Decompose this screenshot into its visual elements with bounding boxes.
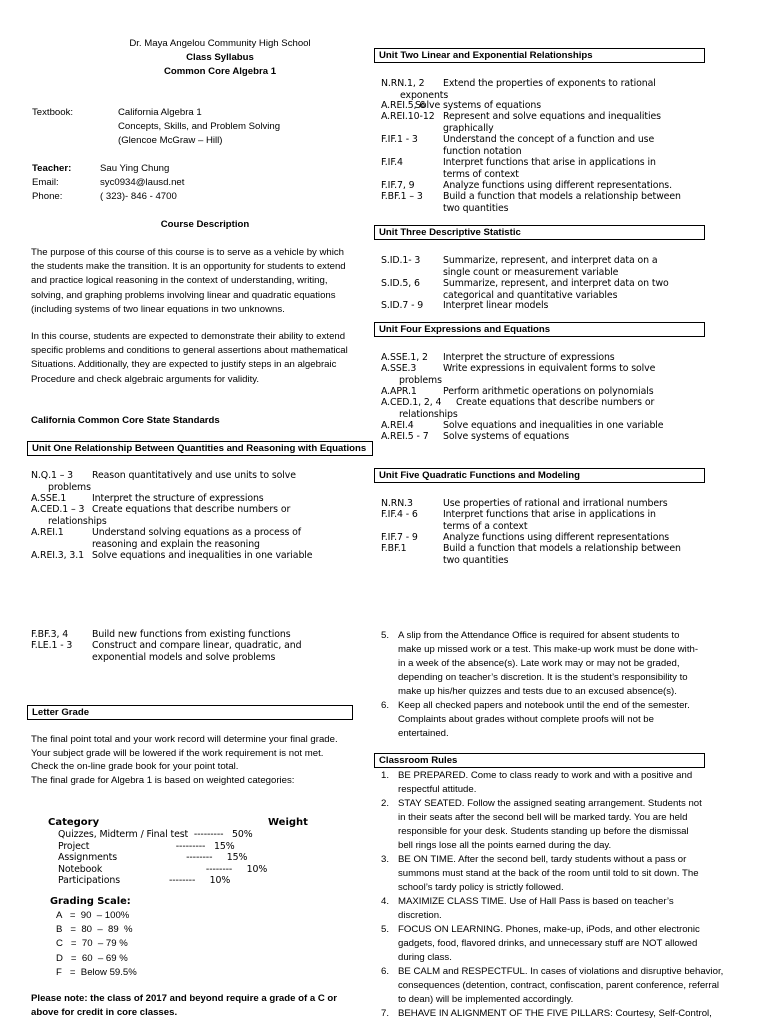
standard-code: S.ID.1- 3 xyxy=(381,255,421,266)
standard-desc: Summarize, represent, and interpret data on two xyxy=(443,278,669,289)
rule-line: to dean) will be implemented accordingly. xyxy=(398,994,574,1005)
intro-line: Your subject grade will be lowered if the work requirement is not met. xyxy=(31,747,324,759)
policy-line: Keep all checked papers and notebook until the end of the semester. xyxy=(398,700,690,711)
standard-desc: Construct and compare linear, quadratic, and xyxy=(92,640,302,651)
standard-item xyxy=(381,431,570,443)
standard-desc: Build a function that models a relationship between xyxy=(443,191,681,202)
standard-item xyxy=(381,498,668,510)
desc-line: (including systems of two linear equations in two unknowns. xyxy=(31,303,285,315)
standard-desc: Write expressions in equivalent forms to solve xyxy=(443,363,656,374)
teacher-label: Teacher: xyxy=(32,163,72,174)
category-row: Quizzes, Midterm / Final test --------- 50% xyxy=(58,829,253,840)
standard-desc: Interpret linear models xyxy=(443,300,549,311)
rule-line: BEHAVE IN ALIGNMENT OF THE FIVE PILLARS: Courtesy, Self-Control, xyxy=(398,1008,712,1019)
rule-line: school’s tardy policy is strictly followed. xyxy=(398,882,564,893)
weight-header: Weight xyxy=(268,817,308,828)
standard-code: A.SSE.1, 2 xyxy=(381,352,428,363)
standard-item xyxy=(381,509,656,532)
standard-code: F.IF.4 xyxy=(381,157,403,168)
policy-item xyxy=(381,699,761,743)
grading-scale-heading: Grading Scale: xyxy=(50,896,131,907)
grade-row: C = 70 – 79 % xyxy=(56,938,128,950)
intro-line: Check the on-line grade book for your point total. xyxy=(31,761,239,773)
category-row: Notebook -------- 10% xyxy=(58,863,268,875)
standard-code: A.CED.1 – 3 xyxy=(31,504,85,515)
rule-line: BE ON TIME. After the second bell, tardy students without a pass or xyxy=(398,854,687,865)
category-header: Category xyxy=(48,817,100,828)
standard-item xyxy=(31,527,302,550)
unit-five-title: Unit Five Quadratic Functions and Modeling xyxy=(374,468,705,483)
letter-grade-title: Letter Grade xyxy=(27,705,353,720)
rule-item xyxy=(381,797,761,855)
standard-desc: Create equations that describe numbers or xyxy=(92,504,291,515)
standard-code: F.BF.1 – 3 xyxy=(381,191,423,202)
unit-two-title: Unit Two Linear and Exponential Relationships xyxy=(374,48,705,63)
grade-row: B = 80 – 89 % xyxy=(56,924,133,936)
desc-line: The purpose of this course of this course is to serve as a vehicle by which xyxy=(31,247,345,258)
rule-number: 2. xyxy=(381,798,390,809)
standard-desc: Represent and solve equations and inequalities xyxy=(443,111,661,122)
standard-cont: two quantities xyxy=(443,554,509,566)
standard-desc: Interpret functions that arise in applications in xyxy=(443,509,656,520)
rule-line: summons must stand at the back of the room until told to sit down. The xyxy=(398,868,699,879)
email-label: Email: xyxy=(32,177,59,188)
policy-item xyxy=(381,629,761,701)
policy-line: entertained. xyxy=(398,728,449,739)
desc-line: specific problems and conditions to general assertions about mathematical xyxy=(31,345,348,357)
standard-item xyxy=(31,470,296,493)
desc-line: In this course, students are expected to demonstrate their ability to extend xyxy=(31,331,346,342)
standard-code: A.SSE.3 xyxy=(381,363,417,374)
standard-desc: Solve equations and inequalities in one variable xyxy=(92,550,313,561)
grade-row: F = Below 59.5% xyxy=(56,966,137,978)
standard-item xyxy=(381,363,656,386)
standard-item xyxy=(381,278,669,301)
intro-line: The final point total and your work record will determine your final grade. xyxy=(31,734,338,745)
standard-code: N.RN.1, 2 xyxy=(381,78,425,89)
course-name: Common Core Algebra 1 xyxy=(163,66,277,77)
standard-cont: relationships xyxy=(399,408,458,420)
desc-line: solving, and graphing problems involving linear and quadratic equations xyxy=(31,289,336,301)
standard-item xyxy=(381,386,654,398)
rule-number: 3. xyxy=(381,854,390,865)
standard-desc: Interpret the structure of expressions xyxy=(443,352,615,363)
course-description-p1 xyxy=(31,246,346,317)
textbook-line-3: (Glencoe McGraw – Hill) xyxy=(118,135,223,146)
classroom-rules-title: Classroom Rules xyxy=(374,753,705,768)
standard-desc: Analyze functions using different representations. xyxy=(443,180,672,191)
policy-line: Complaints about grades without complete proofs will not be xyxy=(398,714,654,725)
standard-code: F.IF.1 - 3 xyxy=(381,134,418,145)
standard-desc: Solve equations and inequalities in one variable xyxy=(443,420,664,431)
standard-desc: Interpret functions that arise in applications in xyxy=(443,157,656,168)
letter-grade-intro xyxy=(31,733,338,787)
textbook-line-1: California Algebra 1 xyxy=(118,107,202,118)
standard-item xyxy=(381,100,542,112)
standard-code: A.REI.10-12 xyxy=(381,111,435,122)
standard-item xyxy=(381,180,672,192)
standard-desc: Solve systems of equations xyxy=(415,100,542,111)
course-description-p2 xyxy=(31,330,348,387)
standard-desc: Solve systems of equations xyxy=(443,431,570,442)
standard-cont: terms of context xyxy=(443,168,519,180)
category-row: Assignments -------- 15% xyxy=(58,852,248,864)
rule-line: bell rings lose all the points earned during the day. xyxy=(398,840,612,851)
policy-line: depending on teacher’s discretion. It is the student’s responsibility to xyxy=(398,672,688,683)
standard-cont: categorical and quantitative variables xyxy=(443,289,618,301)
rule-line: responsible for your desk. Students standing up before the dismissal xyxy=(398,826,689,837)
rule-item xyxy=(381,1007,761,1023)
school-name: Dr. Maya Angelou Community High School xyxy=(129,38,311,49)
policy-line: make up missed work or a test. This make-up work must be done with- xyxy=(398,644,699,655)
rule-line: STAY SEATED. Follow the assigned seating arrangement. Students not xyxy=(398,798,702,809)
standard-desc: Use properties of rational and irrational numbers xyxy=(443,498,668,509)
rule-item xyxy=(381,895,761,925)
standard-code: A.REI.1 xyxy=(31,527,64,538)
rule-item xyxy=(381,965,761,1009)
standard-item xyxy=(381,300,549,312)
rule-line: discretion. xyxy=(398,910,442,921)
policy-line: in a week of the absence(s). Late work may or may not be graded, xyxy=(398,658,680,669)
rule-line: FOCUS ON LEARNING. Phones, make-up, iPods, and other electronic xyxy=(398,924,700,935)
rule-number: 6. xyxy=(381,966,390,977)
standard-code: N.Q.1 – 3 xyxy=(31,470,74,481)
standard-item xyxy=(381,352,615,364)
rule-line: respectful attitude. xyxy=(398,784,477,795)
standard-code: S.ID.7 - 9 xyxy=(381,300,424,311)
standard-item xyxy=(31,550,313,562)
grade-row: D = 60 – 69 % xyxy=(56,952,128,964)
standard-item xyxy=(381,532,670,544)
rule-number: 5. xyxy=(381,924,390,935)
standard-item xyxy=(381,420,664,432)
standard-cont: graphically xyxy=(443,122,494,134)
standard-item xyxy=(381,191,681,214)
category-row: Participations -------- 10% xyxy=(58,875,231,887)
standard-code: S.ID.5, 6 xyxy=(381,278,420,289)
unit-one-title: Unit One Relationship Between Quantities and Reasoning with Equations xyxy=(27,441,373,456)
standard-code: F.BF.1 xyxy=(381,543,407,554)
rule-line: consequences (detention, contract, confiscation, parent conference, referral xyxy=(398,980,720,991)
policy-number: 5. xyxy=(381,630,390,641)
standard-cont: terms of a context xyxy=(443,520,528,532)
standard-code: A.CED.1, 2, 4 xyxy=(381,397,442,408)
rule-item xyxy=(381,853,761,897)
standard-desc: Reason quantitatively and use units to solve xyxy=(92,470,296,481)
standard-cont: two quantities xyxy=(443,202,509,214)
standard-desc: Extend the properties of exponents to rational xyxy=(443,78,656,89)
standard-code: F.LE.1 - 3 xyxy=(31,640,73,651)
standard-code: A.REI.4 xyxy=(381,420,414,431)
standard-code: A.REI.5 - 7 xyxy=(381,431,429,442)
credit-note xyxy=(31,992,337,1020)
standard-code: F.IF.7, 9 xyxy=(381,180,415,191)
textbook-line-2: Concepts, Skills, and Problem Solving xyxy=(118,121,281,132)
rule-item xyxy=(381,769,761,799)
standard-code: F.IF.7 - 9 xyxy=(381,532,418,543)
unit-three-title: Unit Three Descriptive Statistic xyxy=(374,225,705,240)
standard-cont: exponents xyxy=(400,89,449,101)
standard-item xyxy=(381,397,655,420)
standard-item xyxy=(31,493,264,505)
email-value: syc0934@lausd.net xyxy=(100,177,185,188)
standard-code: A.REI.3, 3.1 xyxy=(31,550,85,561)
doc-title: Class Syllabus xyxy=(186,52,254,63)
standard-code: A.REI.5, 6 xyxy=(381,100,426,111)
note-line: Please note: the class of 2017 and beyond require a grade of a C or xyxy=(31,993,338,1004)
policy-line: A slip from the Attendance Office is required for absent students to xyxy=(398,630,680,641)
standard-desc: Perform arithmetic operations on polynomials xyxy=(443,386,654,397)
standard-item xyxy=(381,157,656,180)
standard-code: A.SSE.1 xyxy=(31,493,67,504)
rule-line: during class. xyxy=(398,952,452,963)
standard-desc: Interpret the structure of expressions xyxy=(92,493,264,504)
standard-item xyxy=(31,504,291,527)
rule-line: BE PREPARED. Come to class ready to work and with a positive and xyxy=(398,770,693,781)
textbook-label: Textbook: xyxy=(32,107,74,118)
standard-item xyxy=(381,78,656,101)
rule-line: MAXIMIZE CLASS TIME. Use of Hall Pass is based on teacher’s xyxy=(398,896,674,907)
standard-desc: Build new functions from existing functions xyxy=(92,629,291,640)
intro-line: The final grade for Algebra 1 is based on weighted categories: xyxy=(31,774,295,786)
desc-line: and practice logical reasoning in the context of understanding, writing, xyxy=(31,275,328,287)
standard-cont: function notation xyxy=(443,145,522,157)
phone-value: ( 323)- 846 - 4700 xyxy=(100,191,177,202)
desc-line: the students make the transition. It is an opportunity for students to extend xyxy=(31,261,346,273)
standard-desc: Summarize, represent, and interpret data on a xyxy=(443,255,658,266)
grade-row: A = 90 – 100% xyxy=(56,910,130,921)
standard-cont: single count or measurement variable xyxy=(443,266,619,278)
standard-code: F.BF.3, 4 xyxy=(31,629,69,640)
standard-item xyxy=(31,629,291,641)
standard-desc: Create equations that describe numbers or xyxy=(456,397,655,408)
note-line: above for credit in core classes. xyxy=(31,1007,178,1018)
policy-number: 6. xyxy=(381,700,390,711)
standard-desc: Understand solving equations as a process of xyxy=(92,527,302,538)
standard-code: A.APR.1 xyxy=(381,386,417,397)
rule-number: 4. xyxy=(381,896,390,907)
policy-line: make up his/her quizzes and tests due to an excused absence(s). xyxy=(398,686,677,697)
standard-code: F.IF.4 - 6 xyxy=(381,509,418,520)
standard-item xyxy=(381,255,658,278)
standards-heading: California Common Core State Standards xyxy=(31,415,220,426)
standard-cont: exponential models and solve problems xyxy=(92,651,276,663)
course-description-heading: Course Description xyxy=(160,219,250,230)
rule-item xyxy=(381,923,761,967)
standard-cont: relationships xyxy=(48,515,107,527)
grading-scale-list xyxy=(56,909,137,980)
rule-line: in their seats after the second bell will be marked tardy. You are held xyxy=(398,812,688,823)
rule-number: 1. xyxy=(381,770,390,781)
standard-item xyxy=(31,640,302,663)
rule-number: 7. xyxy=(381,1008,390,1019)
standard-desc: Understand the concept of a function and use xyxy=(443,134,655,145)
unit-four-title: Unit Four Expressions and Equations xyxy=(374,322,705,337)
phone-label: Phone: xyxy=(32,191,63,202)
standard-item xyxy=(381,134,655,157)
standard-item xyxy=(381,111,661,134)
desc-line: Situations. Additionally, they are expected to justify steps in an algebraic xyxy=(31,359,337,371)
desc-line: Procedure and check algebraic arguments for validity. xyxy=(31,373,260,385)
standard-cont: reasoning and explain the reasoning xyxy=(92,538,260,550)
standard-code: N.RN.3 xyxy=(381,498,413,509)
category-list xyxy=(58,829,267,887)
standard-desc: Build a function that models a relationship between xyxy=(443,543,681,554)
category-row: Project --------- 15% xyxy=(58,840,235,852)
standard-cont: problems xyxy=(399,374,442,386)
teacher-name: Sau Ying Chung xyxy=(100,163,170,174)
standard-item xyxy=(381,543,681,566)
rule-line: BE CALM and RESPECTFUL. In cases of violations and disruptive behavior, xyxy=(398,966,724,977)
standard-desc: Analyze functions using different representations xyxy=(443,532,670,543)
standard-cont: problems xyxy=(48,481,91,493)
rule-line: gadgets, food, flavored drinks, and unnecessary stuff are NOT allowed xyxy=(398,938,698,949)
